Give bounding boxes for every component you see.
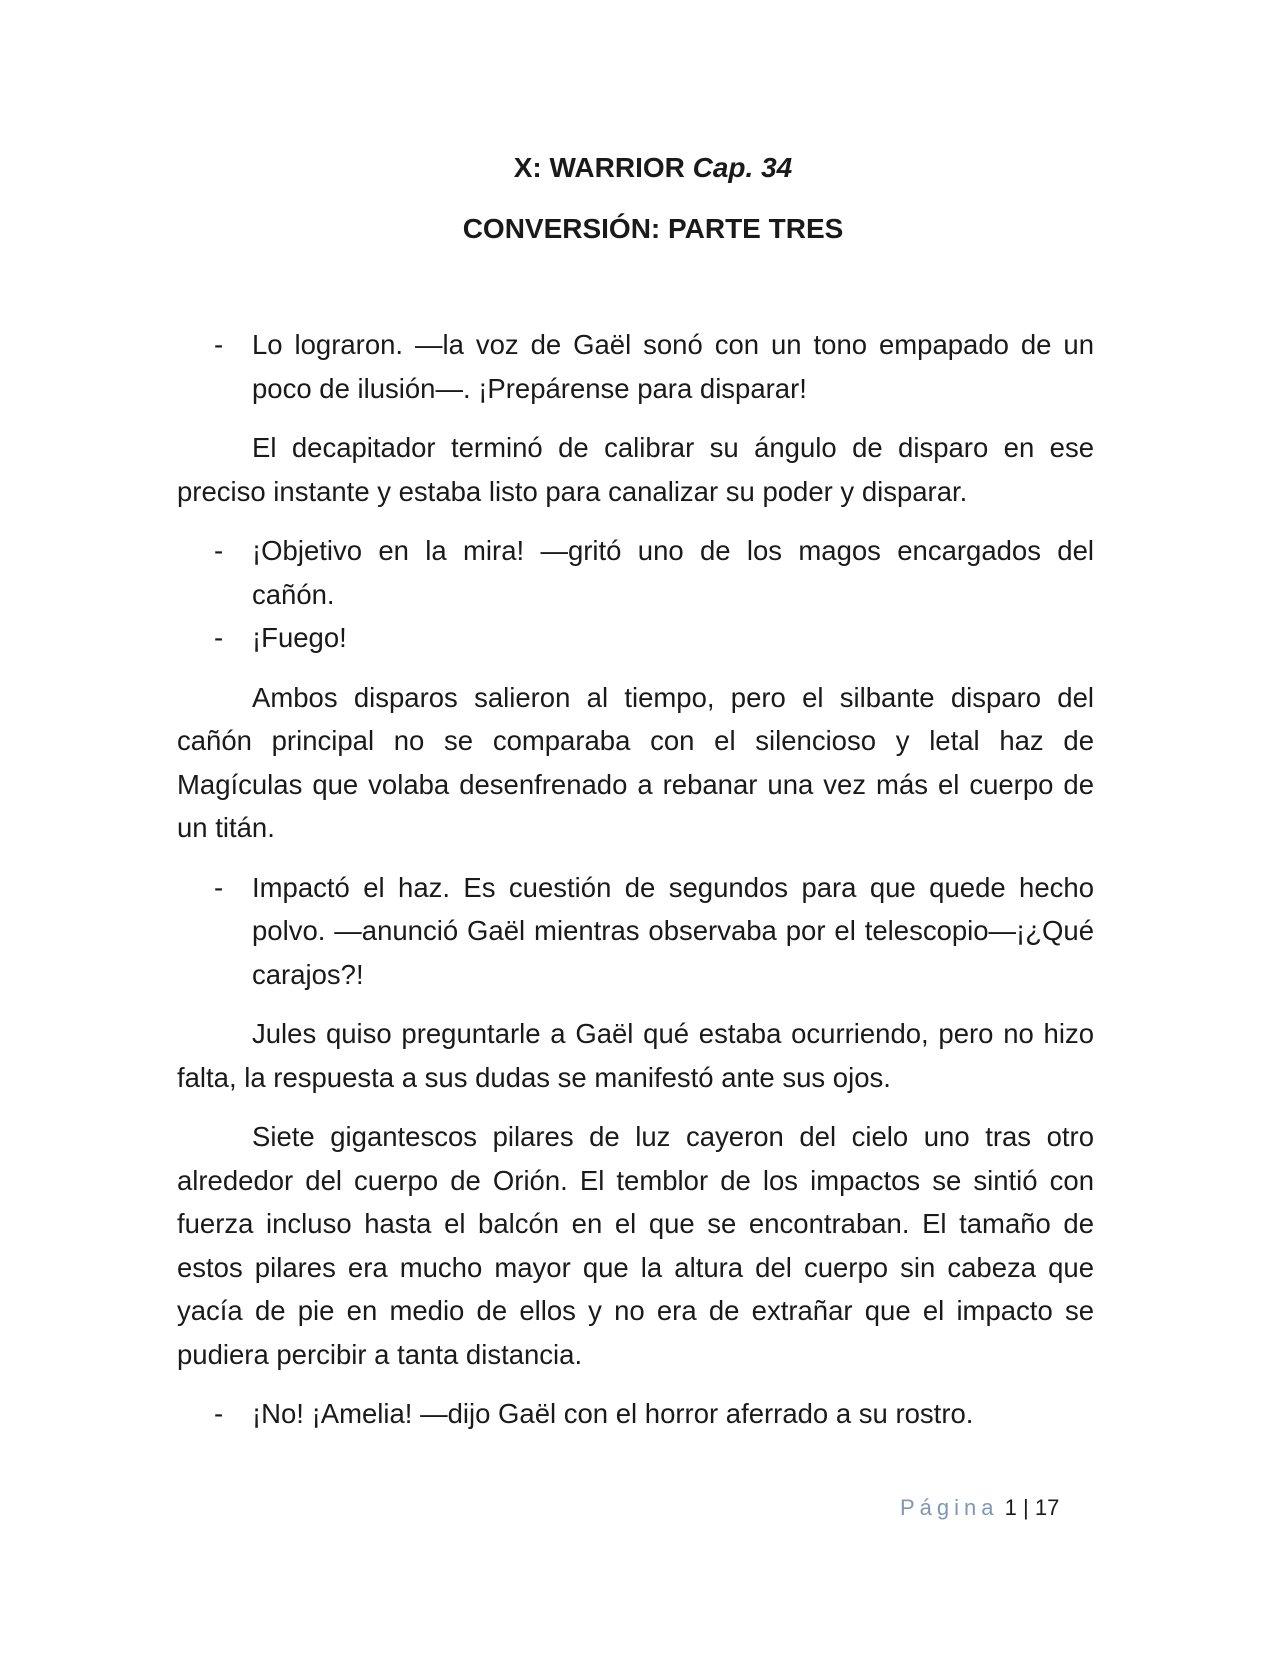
dialogue-line: [177, 323, 1094, 410]
dialogue-line: [177, 866, 1094, 997]
dialogue-dash: -: [214, 871, 224, 903]
page-footer: [900, 1494, 1080, 1522]
book-title: X: WARRIOR: [513, 152, 685, 183]
dialogue-text: Lo lograron. —la voz de Gaël sonó con un tono empapado de un poco de ilusión—. ¡Prepárense para disparar!: [252, 329, 1094, 404]
dialogue-dash: -: [214, 1398, 224, 1429]
chapter-title: [0, 150, 1280, 186]
dialogue-text: ¡Fuego!: [252, 622, 347, 653]
paragraph: Siete gigantescos pilares de luz cayeron del cielo uno tras otro alrededor del cuerpo de Orión. El temblor de los impactos se sintió con fuerza incluso hasta el balcón en el que se encontraban. El tamaño de estos pilares era mucho mayor que la altura del cuerpo sin cabeza que yacía de pie en medio de ellos y no era de extrañar que el impacto se pudiera percibir a tanta distancia.: [177, 1121, 1094, 1370]
paragraph: Jules quiso preguntarle a Gaël qué estaba ocurriendo, pero no hizo falta, la respuesta a sus dudas se manifestó ante sus ojos.: [177, 1018, 1094, 1093]
page-total: 17: [1034, 1495, 1060, 1520]
dialogue-line: [177, 529, 1094, 616]
chapter-subtitle: CONVERSIÓN: PARTE TRES: [462, 213, 844, 244]
chapter-body: [177, 323, 1094, 1436]
paragraph: El decapitador terminó de calibrar su ángulo de disparo en ese preciso instante y estaba listo para canalizar su poder y disparar.: [177, 432, 1094, 507]
dialogue-text: ¡Objetivo en la mira! —gritó uno de los magos encargados del cañón.: [252, 535, 1094, 610]
dialogue-line: [177, 1392, 1094, 1436]
paragraph: Ambos disparos salieron al tiempo, pero el silbante disparo del cañón principal no se comparaba con el silencioso y letal haz de Magículas que volaba desenfrenado a rebanar una vez más el cuerpo de un titán.: [177, 681, 1094, 843]
page-label: Página: [900, 1495, 999, 1520]
dialogue-text: ¡No! ¡Amelia! —dijo Gaël con el horror aferrado a su rostro.: [252, 1398, 974, 1429]
page-separator: |: [1023, 1495, 1029, 1520]
page-number: 1: [1004, 1495, 1017, 1520]
dialogue-dash: -: [214, 622, 224, 653]
dialogue-dash: -: [214, 535, 224, 566]
dialogue-text: Impactó el haz. Es cuestión de segundos para que quede hecho polvo. —anunció Gaël mientras observaba por el telescopio—¡¿Qué carajos?!: [252, 871, 1094, 990]
dialogue-dash: -: [214, 329, 224, 360]
dialogue-line: [177, 616, 1094, 660]
chapter-number: Cap. 34: [692, 152, 793, 183]
